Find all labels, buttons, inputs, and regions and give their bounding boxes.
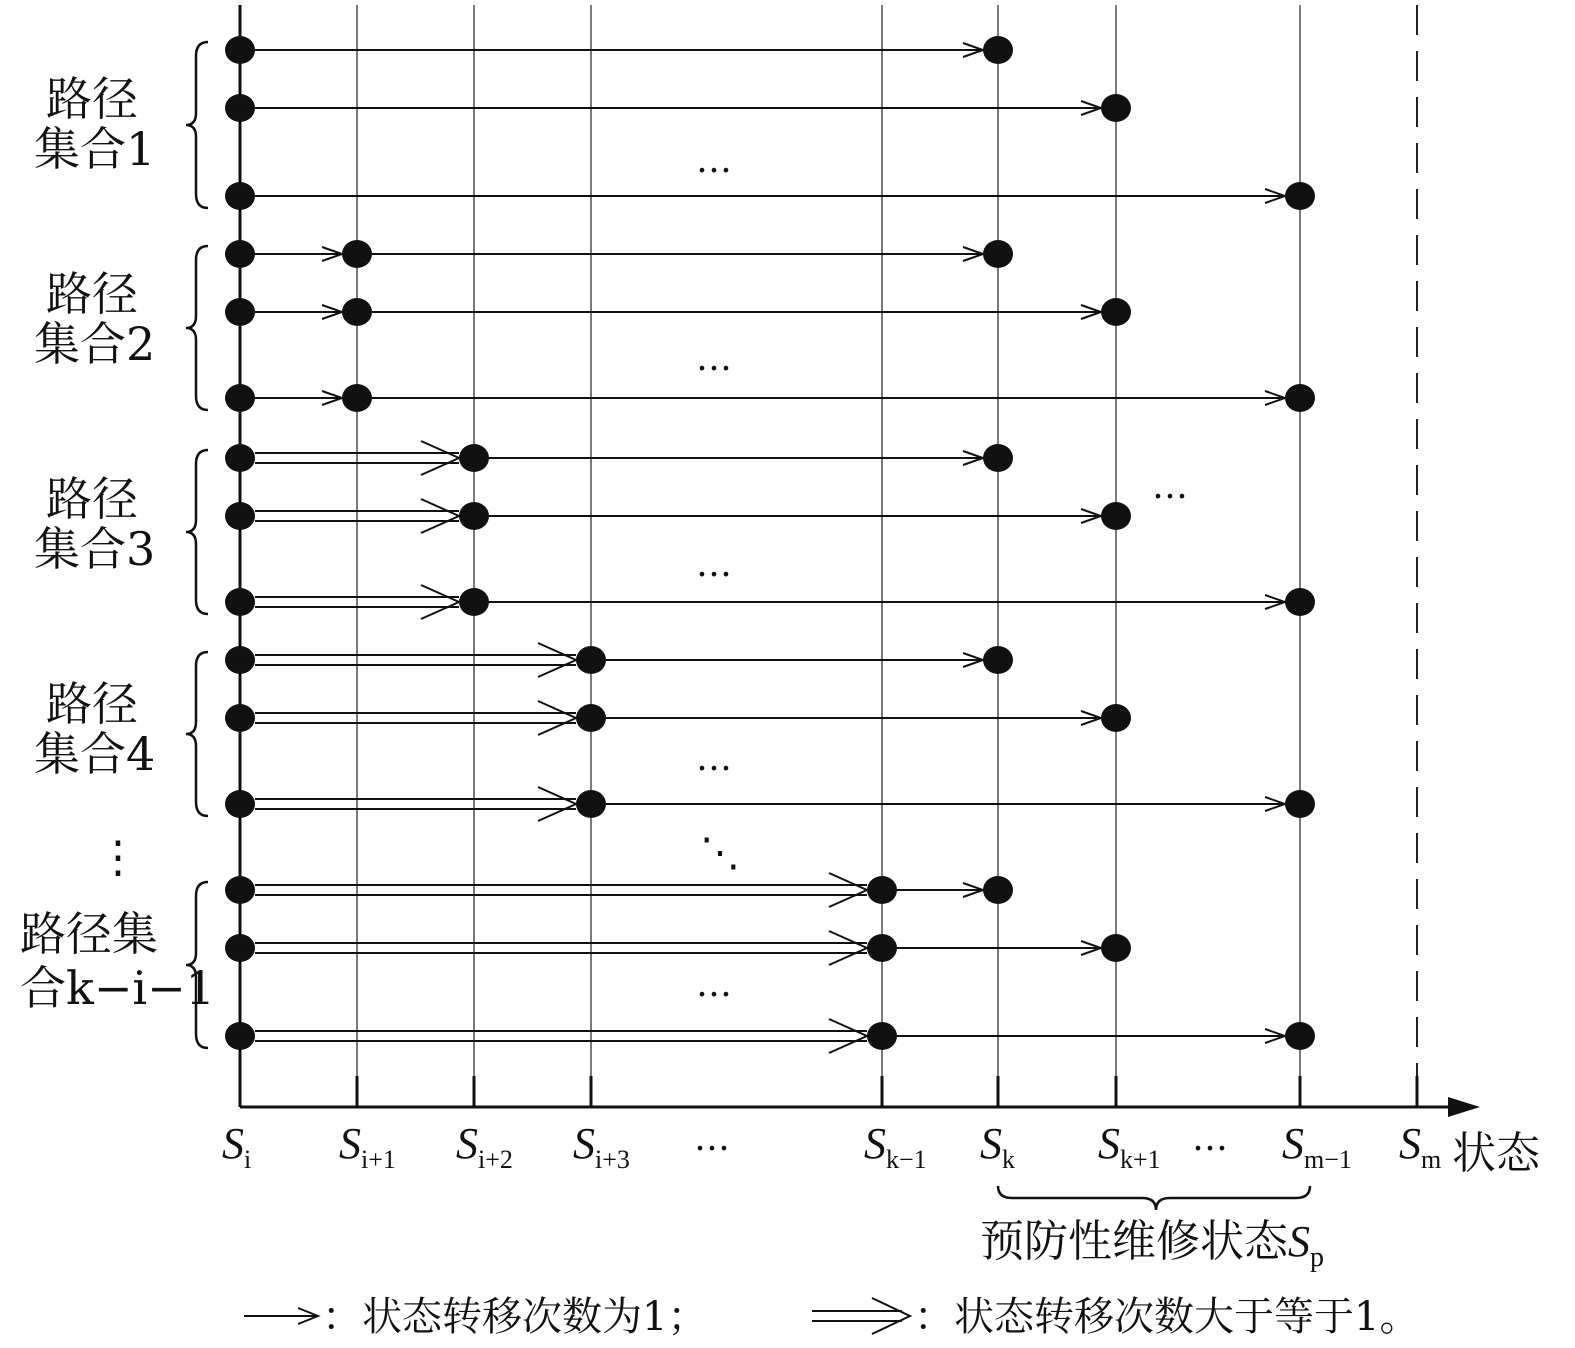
path-row: [225, 36, 1013, 64]
tick-label-sub: k: [1002, 1145, 1015, 1174]
group-label-line: 路径: [46, 72, 138, 126]
tick-label-sub: m−1: [1304, 1145, 1352, 1174]
row-ellipsis: …: [696, 738, 732, 779]
path-rows: [225, 36, 1315, 1053]
state-node: [1101, 934, 1131, 962]
tick-label-base: S: [573, 1119, 595, 1168]
double-arrowhead: [538, 643, 576, 677]
path-row: [225, 585, 1315, 619]
double-arrowhead: [421, 441, 459, 475]
row-ellipsis: …: [696, 544, 732, 585]
row-ellipsis: …: [696, 964, 732, 1005]
group-brace: [186, 42, 208, 208]
tick-label-base: S: [1098, 1119, 1120, 1168]
state-node: [576, 704, 606, 732]
state-node: [983, 36, 1013, 64]
legend-single-arrow-icon: [244, 1308, 318, 1324]
state-node: [983, 240, 1013, 268]
group3-side-ellipsis: …: [1152, 466, 1188, 507]
state-node: [1101, 298, 1131, 326]
path-group-5: [225, 873, 1315, 1053]
brace-label-sub: p: [1310, 1242, 1324, 1273]
path-row: [225, 182, 1315, 210]
path-group-1: [225, 36, 1315, 210]
brace-label-prefix: 预防性维修状态: [980, 1216, 1288, 1267]
state-node: [1101, 502, 1131, 530]
path-group-4: [225, 643, 1315, 821]
legend-double-text: ：状态转移次数大于等于1。: [914, 1294, 1420, 1340]
group-label-line: 集合1: [34, 122, 156, 176]
path-row: [225, 643, 1013, 677]
double-arrowhead: [538, 787, 576, 821]
state-node: [867, 876, 897, 904]
double-arrowhead: [421, 585, 459, 619]
group-brace: [186, 652, 208, 816]
tick-label-sub: m: [1421, 1145, 1442, 1174]
group-braces: [186, 42, 208, 1048]
path-row: [225, 240, 1013, 268]
group-label-line: 集合2: [34, 317, 156, 371]
group-label-line: 集合4: [34, 727, 156, 781]
tick-label: [1282, 1119, 1352, 1174]
state-node: [867, 1022, 897, 1050]
brace-label-base: S: [1288, 1217, 1310, 1266]
state-node: [1285, 588, 1315, 616]
path-row: [225, 931, 1131, 965]
tick-label-base: S: [980, 1119, 1002, 1168]
tick-label-base: S: [1399, 1119, 1421, 1168]
path-row: [225, 94, 1131, 122]
state-node: [459, 444, 489, 472]
state-node: [983, 646, 1013, 674]
double-arrowhead: [538, 701, 576, 735]
row-ellipsis: …: [696, 338, 732, 379]
path-group-2: [225, 240, 1315, 412]
double-arrowhead: [829, 1019, 867, 1053]
path-row: [225, 499, 1131, 533]
tick-label-base: S: [1282, 1119, 1304, 1168]
tick-label-base: S: [339, 1119, 361, 1168]
state-node: [576, 646, 606, 674]
tick-label-sub: k−1: [886, 1145, 927, 1174]
preventive-maintenance-label: [980, 1216, 1324, 1273]
state-node: [983, 444, 1013, 472]
group-label-line: 集合3: [34, 522, 156, 576]
group-label-line: 路径: [46, 472, 138, 526]
tick-label: [339, 1119, 396, 1174]
state-node: [459, 588, 489, 616]
state-node: [1101, 94, 1131, 122]
state-node: [1285, 1022, 1315, 1050]
group-brace: [186, 246, 208, 410]
path-row: [225, 1019, 1315, 1053]
double-arrowhead: [421, 499, 459, 533]
group-label-line: 合k−i−1: [20, 961, 215, 1015]
tick-label: [222, 1119, 251, 1174]
group-label-line: 路径: [46, 677, 138, 731]
state-node: [1285, 790, 1315, 818]
preventive-maintenance-brace: [998, 1186, 1310, 1210]
diagonal-ellipsis: ⋱: [700, 830, 740, 876]
axis-tick-labels: [222, 1118, 1441, 1174]
tick-label-sub: i+3: [595, 1145, 630, 1174]
axis-ticks: [357, 1076, 1417, 1107]
group-brace: [186, 450, 208, 614]
path-row: [225, 873, 1013, 907]
path-row: [225, 701, 1131, 735]
state-node: [983, 876, 1013, 904]
tick-label: [1098, 1119, 1161, 1174]
state-node: [342, 240, 372, 268]
double-arrowhead: [829, 931, 867, 965]
double-arrowhead: [829, 873, 867, 907]
tick-label-base: S: [456, 1119, 478, 1168]
state-node: [1101, 704, 1131, 732]
row-ellipsis: …: [696, 140, 732, 181]
tick-label-ellipsis: …: [694, 1118, 730, 1159]
tick-label-sub: i+1: [361, 1145, 396, 1174]
legend: [244, 1294, 1419, 1340]
state-node: [1285, 182, 1315, 210]
state-node: [342, 298, 372, 326]
legend-single-text: ：状态转移次数为1；: [322, 1294, 708, 1340]
tick-label: [456, 1119, 513, 1174]
legend-double-arrow-icon: [812, 1298, 910, 1334]
state-node: [576, 790, 606, 818]
state-node: [459, 502, 489, 530]
path-row: [225, 384, 1315, 412]
tick-label-base: S: [864, 1119, 886, 1168]
path-row: [225, 787, 1315, 821]
group-label-line: 路径集: [20, 907, 158, 961]
tick-label-sub: i: [244, 1145, 252, 1174]
state-node: [1285, 384, 1315, 412]
tick-label: [573, 1119, 630, 1174]
path-row: [225, 441, 1013, 475]
tick-label: [864, 1119, 927, 1174]
x-axis-arrowhead: [1448, 1097, 1480, 1117]
state-node: [342, 384, 372, 412]
tick-label: [1399, 1119, 1441, 1174]
group-label-line: 路径: [46, 267, 138, 321]
tick-label-sub: i+2: [478, 1145, 513, 1174]
group-ellipsis: ⋮: [96, 832, 140, 883]
tick-label-base: S: [222, 1119, 244, 1168]
tick-label-ellipsis: …: [1192, 1118, 1228, 1159]
path-row: [225, 298, 1131, 326]
state-node: [867, 934, 897, 962]
tick-label: [980, 1119, 1015, 1174]
tick-label-sub: k+1: [1120, 1145, 1161, 1174]
axis-label: 状态: [1452, 1128, 1540, 1179]
